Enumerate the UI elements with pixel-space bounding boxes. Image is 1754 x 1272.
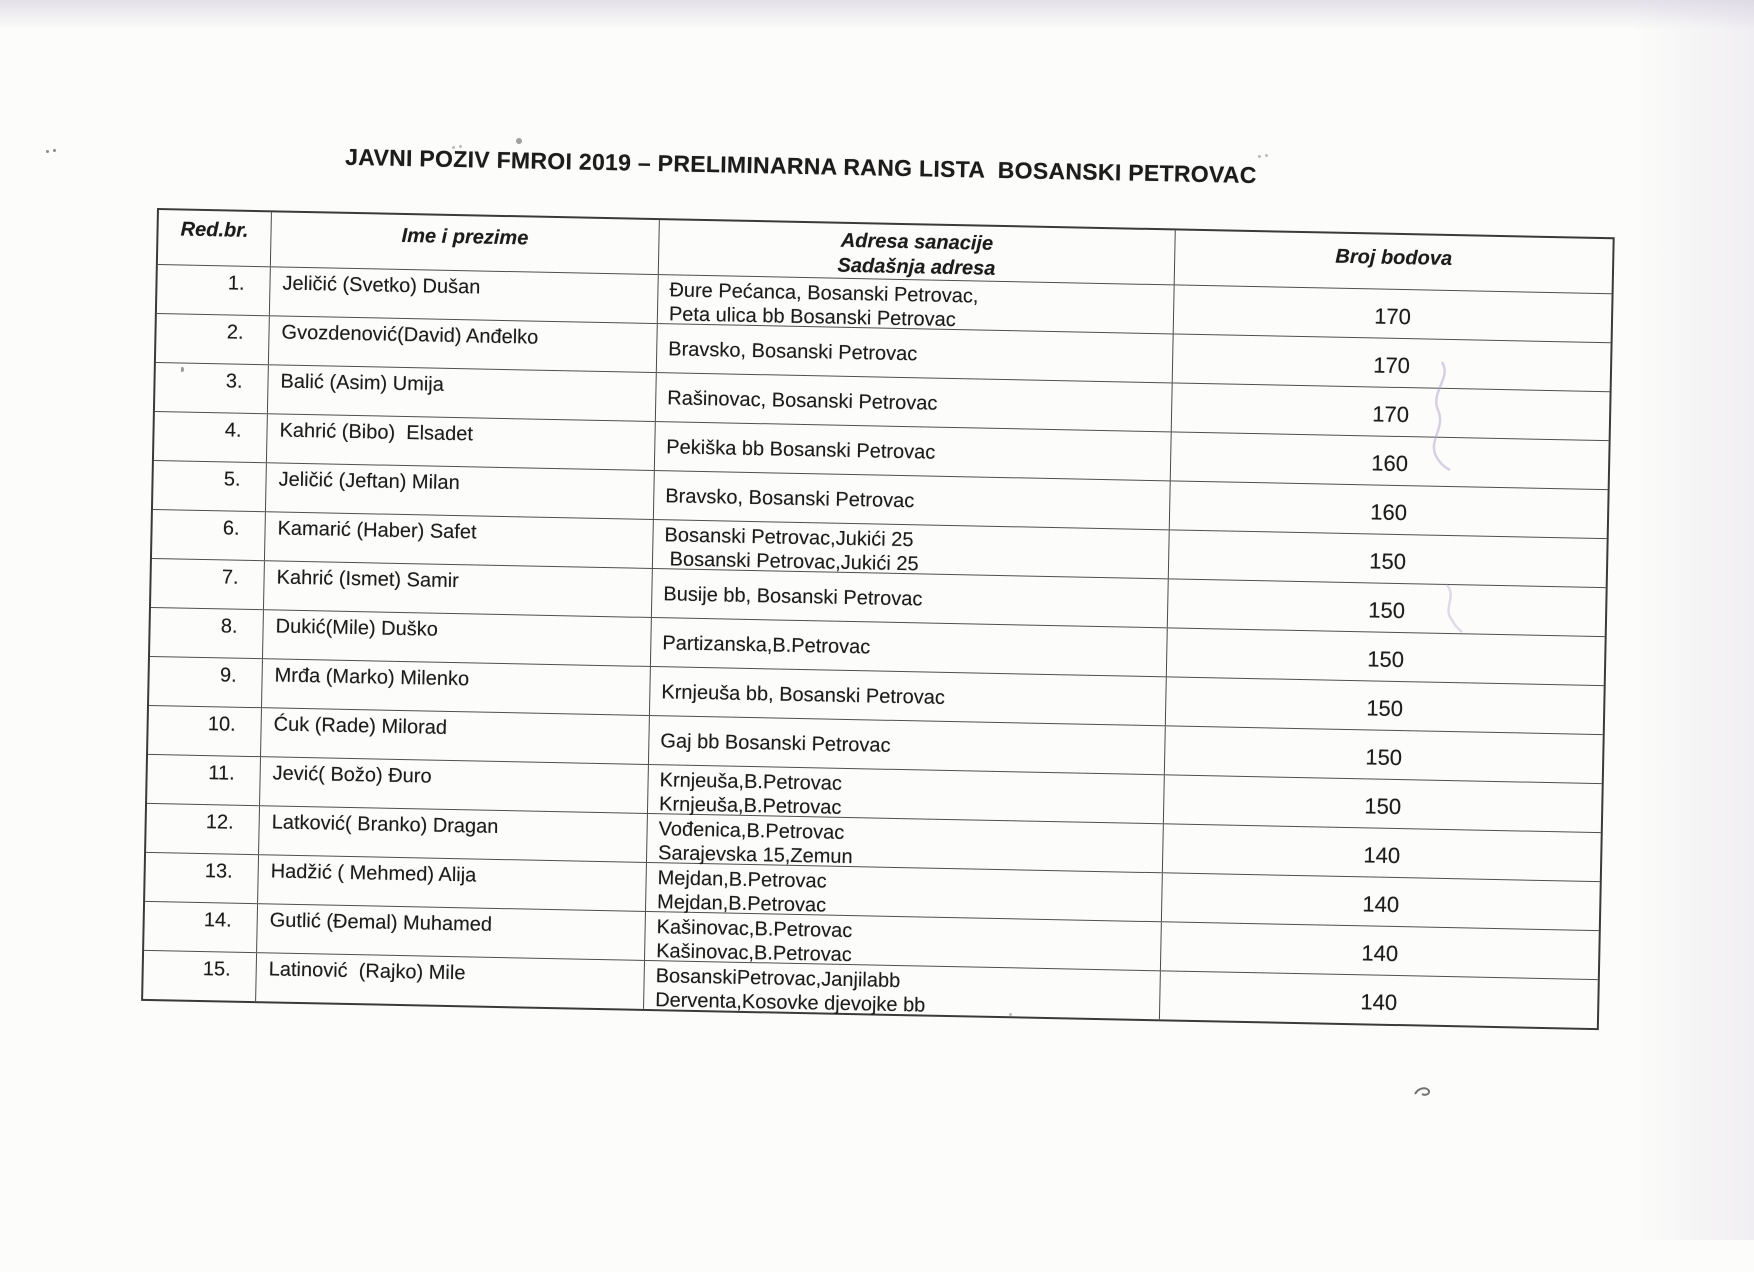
col-header-name: Ime i prezime — [270, 212, 659, 274]
row-name: Latković( Branko) Dragan — [258, 806, 647, 862]
address-line: Đure Pećanca, Bosanski Petrovac, — [669, 279, 979, 308]
scan-speck — [46, 150, 49, 153]
address-line: Bosanski Petrovac,Jukići 25 — [663, 548, 919, 576]
row-points: 170 — [1173, 285, 1612, 342]
row-points: 150 — [1165, 677, 1604, 734]
page-title: JAVNI POZIV FMROI 2019 – PRELIMINARNA RANG LISTA BOSANSKI PETROVAC — [344, 143, 1257, 189]
address-line: BosanskiPetrovac,Janjilabb — [655, 965, 901, 993]
row-rank: 9. — [219, 664, 237, 687]
row-name: Kahrić (Bibo) Elsadet — [266, 414, 655, 470]
row-points: 160 — [1169, 481, 1608, 538]
scan-speck — [1009, 1013, 1012, 1016]
address-line: Partizanska,B.Petrovac — [662, 632, 871, 659]
address-line: Gaj bb Bosanski Petrovac — [660, 730, 891, 757]
row-points: 160 — [1170, 432, 1609, 489]
row-points: 140 — [1161, 873, 1600, 930]
row-name: Kahrić (Ismet) Samir — [263, 561, 652, 617]
scan-speck — [1265, 154, 1268, 157]
address-line: Busije bb, Bosanski Petrovac — [663, 583, 923, 611]
address-line: Bravsko, Bosanski Petrovac — [668, 338, 918, 366]
address-line: Derventa,Kosovke djevojke bb — [654, 989, 926, 1017]
address-line: Krnjeuša bb, Bosanski Petrovac — [661, 681, 946, 709]
address-line: Pekiška bb Bosanski Petrovac — [666, 436, 936, 464]
scan-speck — [516, 138, 522, 144]
row-name: Jević( Božo) Đuro — [259, 757, 648, 813]
row-rank: 12. — [205, 811, 234, 834]
col-header-address-line1: Adresa sanacije — [840, 229, 994, 255]
row-points: 140 — [1162, 824, 1601, 881]
scan-speck — [459, 145, 462, 148]
row-name: Jeličić (Jeftan) Milan — [265, 463, 654, 519]
row-rank: 2. — [226, 321, 244, 344]
row-name: Gvozdenović(David) Anđelko — [268, 316, 657, 372]
col-header-address-line2: Sadašnja adresa — [837, 254, 996, 280]
row-points: 170 — [1171, 383, 1610, 440]
row-rank: 10. — [207, 713, 236, 736]
scan-speck — [452, 146, 455, 149]
address-line: Vođenica,B.Petrovac — [658, 818, 845, 844]
col-header-address — [658, 220, 1175, 284]
row-points: 150 — [1167, 579, 1606, 636]
row-rank: 7. — [221, 566, 239, 589]
row-name: Ćuk (Rade) Milorad — [260, 708, 649, 764]
scan-squiggle — [1422, 358, 1458, 474]
address-line: Bosanski Petrovac,Jukići 25 — [664, 524, 914, 552]
row-rank: 15. — [202, 958, 231, 981]
row-rank: 8. — [220, 615, 238, 638]
scan-speck — [1258, 155, 1261, 158]
rank-table — [141, 208, 1615, 1030]
address-line: Krnjeuša,B.Petrovac — [658, 793, 842, 819]
row-rank: 5. — [223, 468, 241, 491]
address-line: Bravsko, Bosanski Petrovac — [665, 485, 915, 513]
address-line: Mejdan,B.Petrovac — [657, 867, 827, 893]
row-address — [643, 961, 1160, 1019]
row-rank: 6. — [222, 517, 240, 540]
row-points: 150 — [1164, 726, 1603, 783]
row-name: Kamarić (Haber) Safet — [264, 512, 653, 568]
scan-speck — [181, 367, 184, 372]
row-rank: 1. — [227, 272, 245, 295]
row-name: Jeličić (Svetko) Dušan — [269, 267, 658, 323]
row-name: Dukić(Mile) Duško — [262, 610, 651, 666]
address-line: Krnjeuša,B.Petrovac — [659, 769, 843, 795]
table-body — [143, 264, 1611, 1028]
row-name: Latinović (Rajko) Mile — [255, 953, 644, 1009]
row-rank: 13. — [204, 860, 233, 883]
address-line: Peta ulica bb Bosanski Petrovac — [668, 303, 956, 332]
address-line: Mejdan,B.Petrovac — [656, 891, 827, 917]
row-points: 150 — [1163, 775, 1602, 832]
address-line: Rašinovac, Bosanski Petrovac — [667, 387, 938, 415]
row-name: Gutlić (Đemal) Muhamed — [256, 904, 645, 960]
row-points: 140 — [1159, 971, 1598, 1028]
col-header-points: Broj bodova — [1174, 230, 1613, 293]
row-rank: 11. — [208, 762, 235, 785]
address-line: Kašinovac,B.Petrovac — [656, 916, 853, 943]
row-points: 140 — [1160, 922, 1599, 979]
row-rank: 14. — [203, 909, 232, 932]
row-points: 150 — [1168, 530, 1607, 587]
col-header-redbr: Red.br. — [180, 218, 249, 242]
row-name: Hadžić ( Mehmed) Alija — [257, 855, 646, 911]
address-line: Sarajevska 15,Zemun — [657, 842, 853, 869]
row-name: Mrđa (Marko) Milenko — [261, 659, 650, 715]
row-name: Balić (Asim) Umija — [267, 365, 656, 421]
row-points: 150 — [1166, 628, 1605, 685]
scan-speck — [53, 149, 56, 152]
row-rank: 3. — [225, 370, 243, 393]
scan-curl-mark — [1412, 1084, 1432, 1100]
scan-squiggle — [1438, 580, 1464, 636]
row-points: 170 — [1172, 334, 1611, 391]
address-line: Kašinovac,B.Petrovac — [655, 940, 853, 967]
row-rank: 4. — [224, 419, 242, 442]
